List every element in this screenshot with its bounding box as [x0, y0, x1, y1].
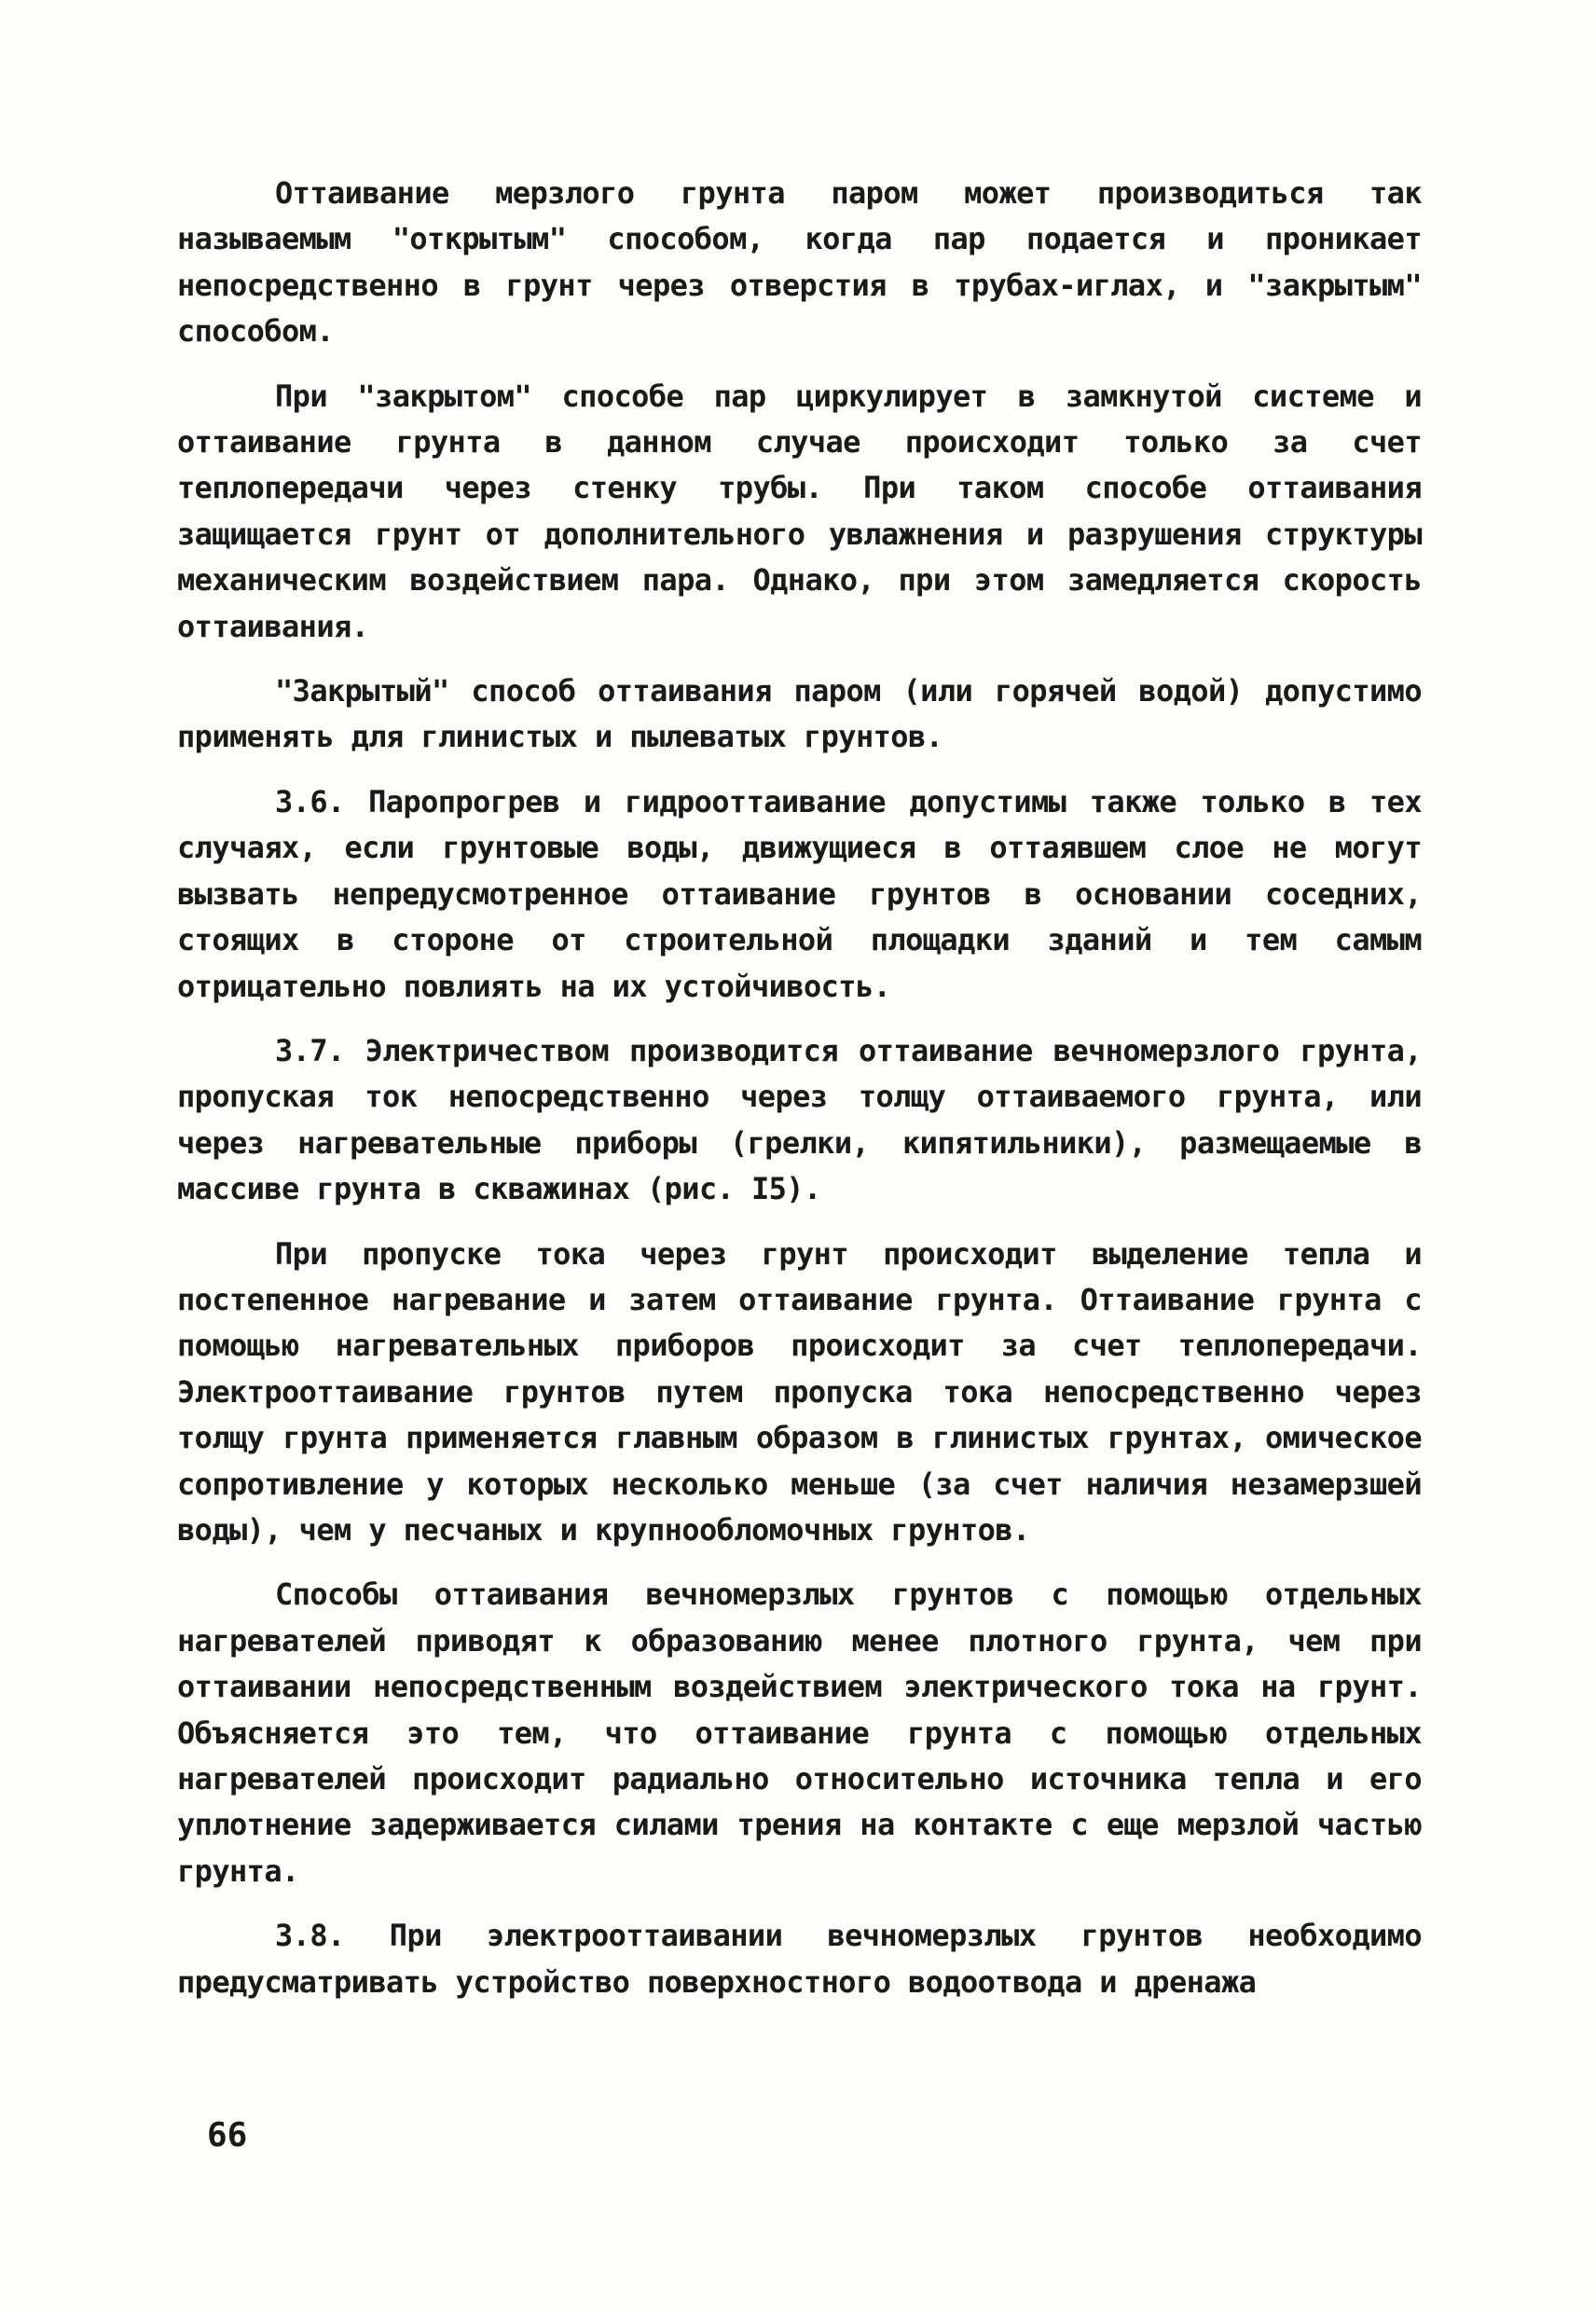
paragraph-closed-method: При "закрытом" способе пар циркулирует в замкнутой системе и оттаивание грунта в данном случае происходит только за счет теплопередачи через стенку трубы. При таком способе оттаивания защищается грунт от дополнительного увлажнения и разрушения структуры механическим воздействием пара. Однако, при этом замедляется скорость оттаивания.: [177, 378, 1422, 644]
paragraph-section-3-8: 3.8. При электрооттаивании вечномерзлых грунтов необходимо предусматривать устройство поверхностного водоотвода и дренажа: [177, 1918, 1422, 2000]
paragraph-closed-method-usage: "Закрытый" способ оттаивания паром (или горячей водой) допустимо применять для глинистых и пылеватых грунтов.: [177, 673, 1422, 755]
paragraph-steam-thawing-methods: Оттаивание мерзлого грунта паром может производиться так называемым "открытым" способом, когда пар подается и проникает непосредственно в грунт через отверстия в трубах-иглах, и "закрытым" способом.: [177, 175, 1422, 350]
paragraph-heater-methods: Способы оттаивания вечномерзлых грунтов с помощью отдельных нагревателей приводят к образованию менее плотного грунта, чем при оттаивании непосредственным воздействием электрического тока на грунт. Объясняется это тем, что оттаивание грунта с помощью отдельных нагревателей происходит радиально относительно источника тепла и его уплотнение задерживается силами трения на контакте с еще мерзлой частью грунта.: [177, 1576, 1422, 1889]
paragraph-section-3-6: 3.6. Паропрогрев и гидрооттаивание допустимы также только в тех случаях, если грунтовые воды, движущиеся в оттаявшем слое не могут вызвать непредусмотренное оттаивание грунтов в основании соседних, стоящих в стороне от строительной площадки зданий и тем самым отрицательно повлиять на их устойчивость.: [177, 783, 1422, 1004]
body-text: [177, 171, 1422, 2024]
paragraph-current-through-soil: При пропуске тока через грунт происходит выделение тепла и постепенное нагревание и затем оттаивание грунта. Оттаивание грунта с помощью нагревательных приборов происходит за счет теплопередачи. Электрооттаивание грунтов путем пропуска тока непосредственно через толщу грунта применяется главным образом в глинистых грунтах, омическое сопротивление у которых несколько меньше (за счет наличия незамерзшей воды), чем у песчаных и крупнообломочных грунтов.: [177, 1235, 1422, 1548]
paragraph-section-3-7: 3.7. Электричеством производится оттаивание вечномерзлого грунта, пропуская ток непосредственно через толщу оттаиваемого грунта, или через нагревательные приборы (грелки, кипятильники), размещаемые в массиве грунта в скважинах (рис. I5).: [177, 1032, 1422, 1207]
page-number: 66: [207, 2116, 248, 2155]
